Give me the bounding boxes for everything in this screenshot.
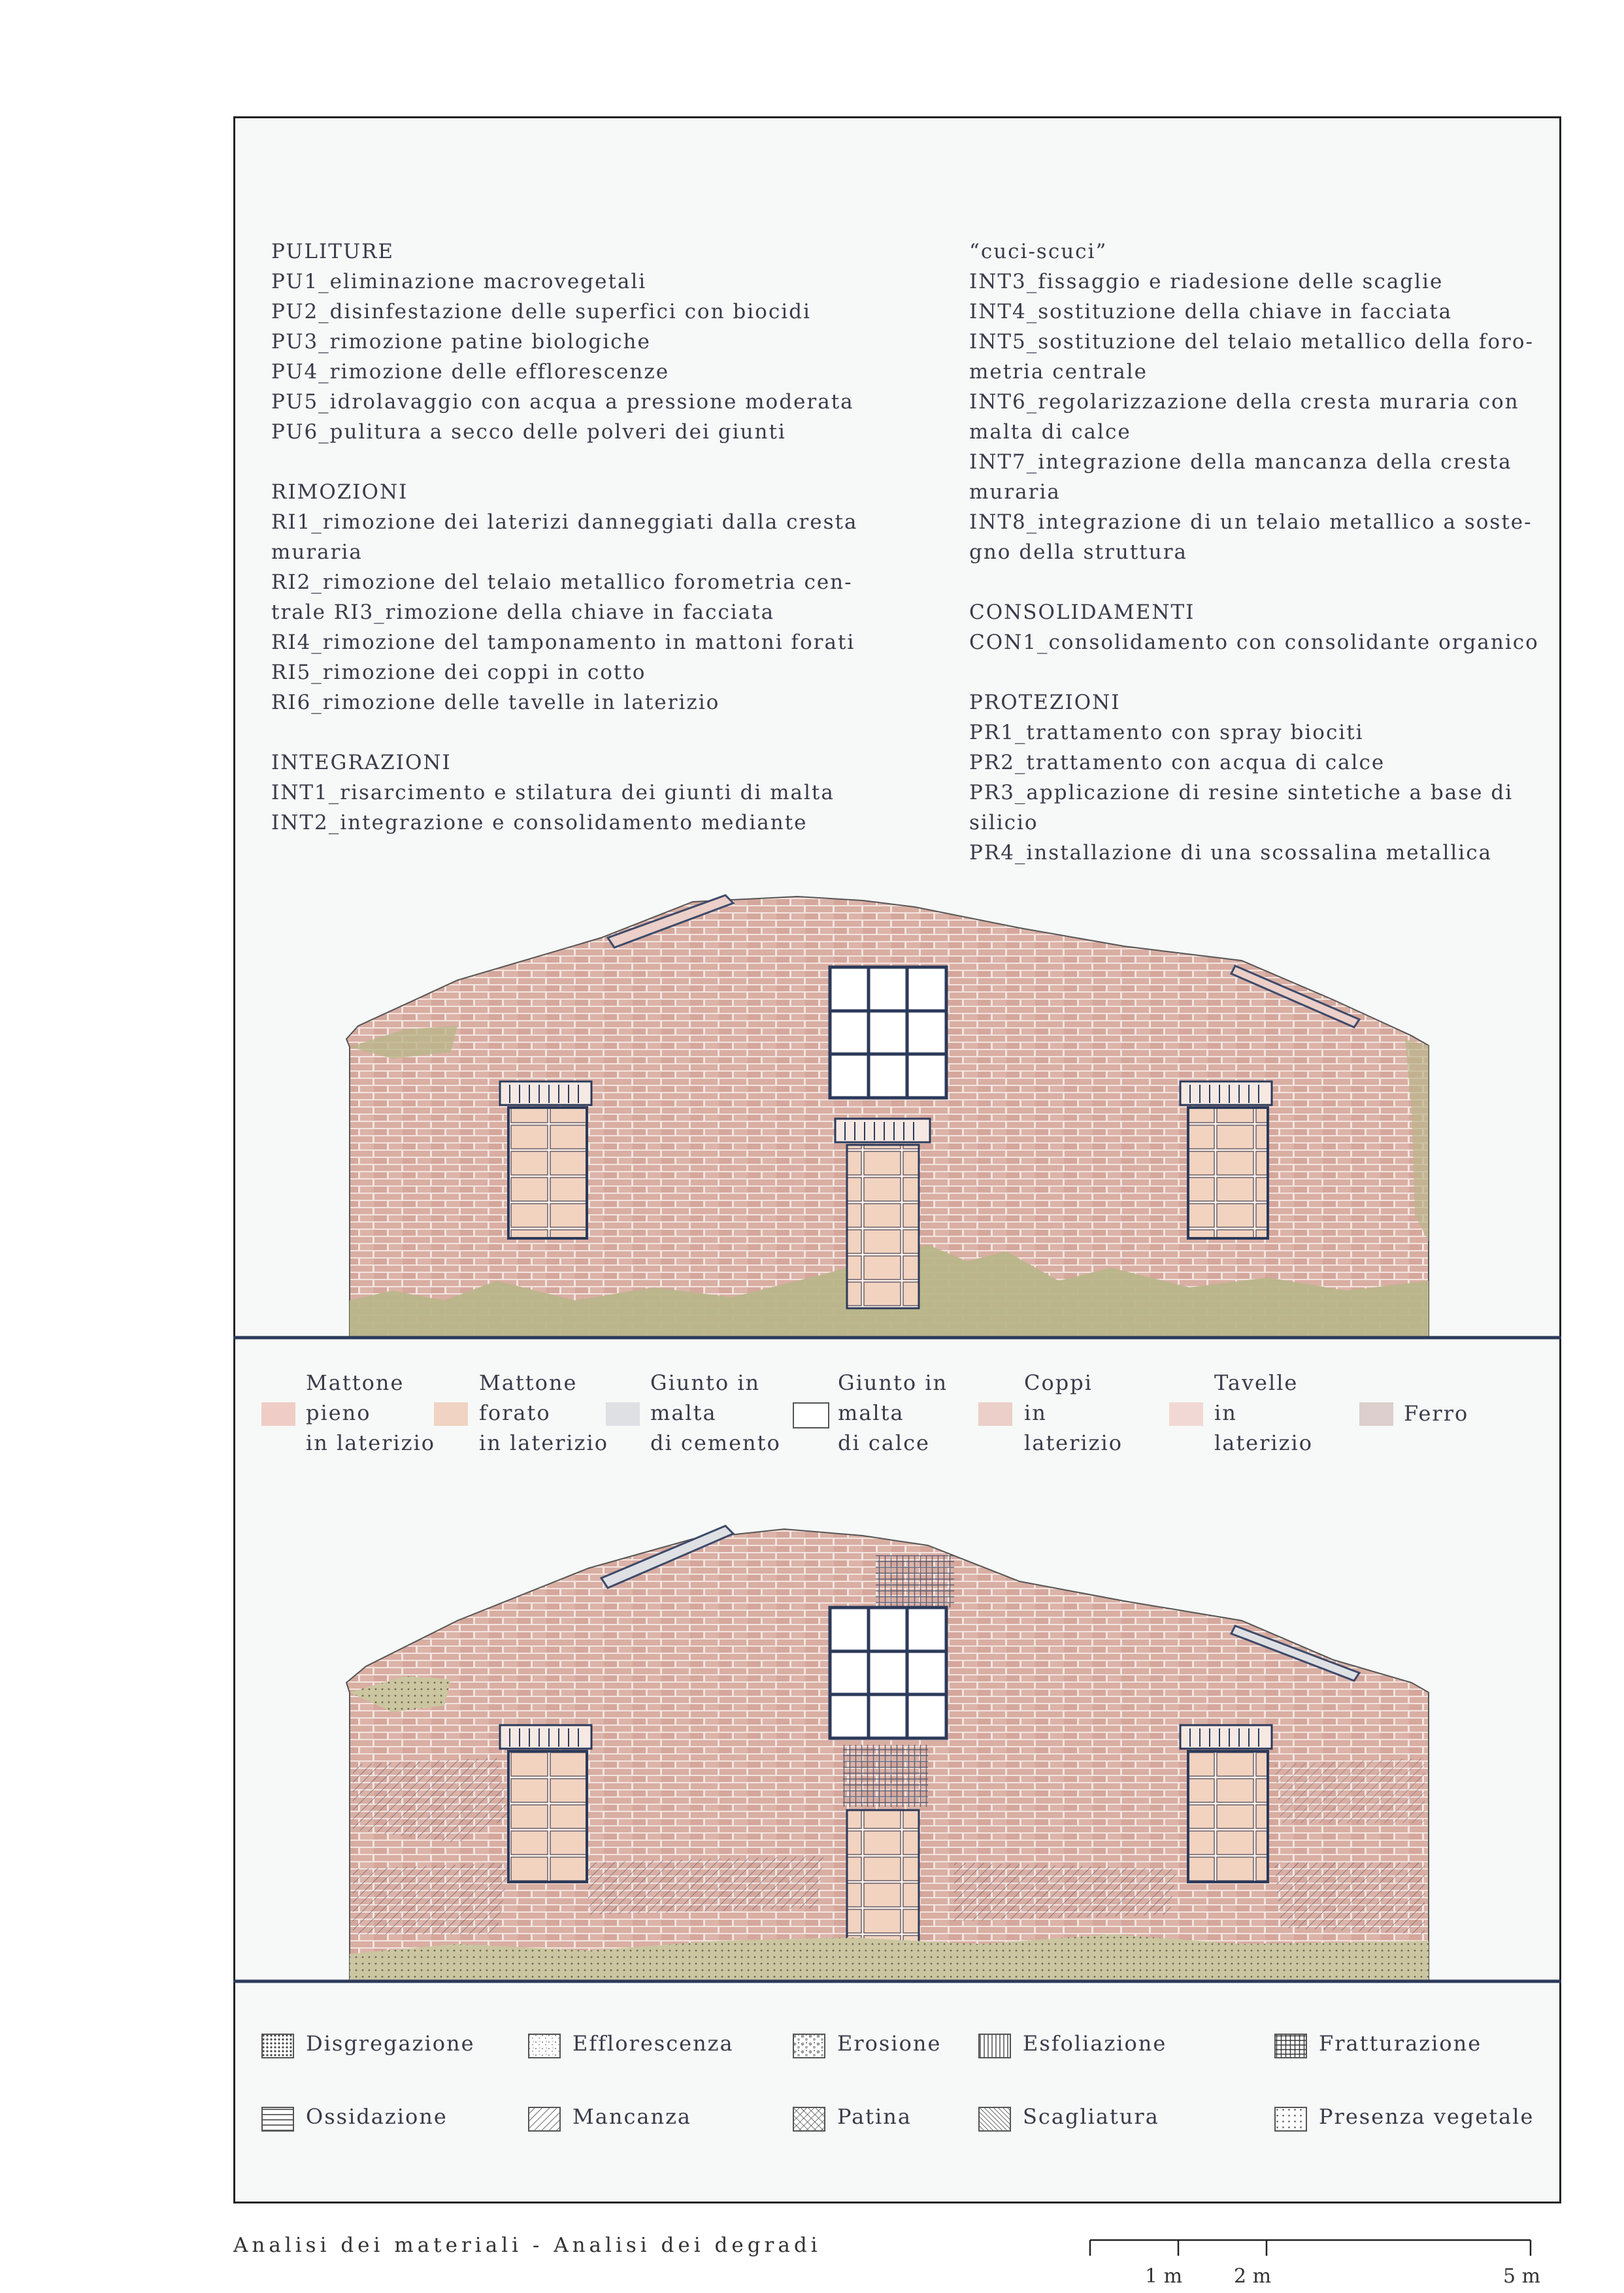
intervention-line: PU3_rimozione patine biologiche [271,330,651,354]
degradation-swatch [261,2107,294,2132]
material-swatch [793,1402,829,1428]
material-swatch [434,1402,468,1426]
section-heading: RIMOZIONI [271,480,408,504]
intervention-line: INT3_fissaggio e riadesione delle scaglie [969,270,1444,293]
degradation-swatch [978,2107,1011,2132]
material-label-line: malta [838,1400,904,1425]
intervention-line: PR3_applicazione di resine sintetiche a base di [969,781,1514,804]
intervention-line: PU6_pulitura a secco delle polveri dei giunti [271,420,786,444]
material-swatch [1169,1402,1203,1426]
material-swatch [606,1402,640,1426]
material-label [1404,1398,1468,1428]
material-swatch [261,1402,295,1426]
degradation-swatch [261,2034,294,2058]
material-label-line: in [1214,1400,1237,1425]
material-label-line: malta [650,1400,717,1425]
scale-label-5m: 5 m [1503,2265,1541,2288]
material-label-line: in laterizio [306,1430,436,1455]
material-label-line: Giunto in [650,1370,761,1395]
intervention-line: RI1_rimozione dei laterizi danneggiati dalla cresta [271,510,858,534]
intervention-line: PU4_rimozione delle efflorescenze [271,360,670,384]
material-swatch [1359,1402,1393,1426]
material-label [650,1368,781,1458]
degradation-label: Ossidazione [306,2104,448,2129]
intervention-line: INT5_sostituzione del telaio metallico della foro- [969,330,1534,354]
degradation-label: Esfoliazione [1023,2031,1167,2056]
material-label-line: Mattone [306,1370,405,1395]
intervention-line: RI4_rimozione del tamponamento in mattoni forati [271,631,855,654]
scale-label-1m: 1 m [1145,2265,1183,2288]
degradation-label: Presenza vegetale [1319,2104,1534,2129]
intervention-line: INT7_integrazione della mancanza della cresta [969,450,1512,474]
section-heading: PROTEZIONI [969,691,1121,714]
degradation-label: Patina [837,2104,912,2129]
intervention-line: RI2_rimozione del telaio metallico forometria cen- [271,570,853,594]
scale-label-2m: 2 m [1234,2265,1272,2288]
degradation-swatch [528,2034,561,2058]
material-label-line: di cemento [650,1430,781,1455]
material-label [306,1368,435,1458]
degradation-swatch [528,2107,561,2132]
intervention-line: silicio [969,811,1038,834]
intervention-line: PR2_trattamento con acqua di calce [969,751,1385,774]
intervention-line: “cuci-scuci” [969,240,1108,263]
intervention-line: malta di calce [969,420,1131,444]
intervention-line: INT8_integrazione di un telaio metallico a soste- [969,510,1533,534]
material-swatch [978,1402,1012,1426]
facade-degradation [233,1526,1561,1981]
material-label [1024,1368,1123,1458]
degradation-swatch [978,2034,1011,2058]
intervention-line: PU1_eliminazione macrovegetali [271,270,647,293]
intervention-line: PU5_idrolavaggio con acqua a pressione moderata [271,390,854,414]
material-label [1214,1368,1313,1458]
degradation-label: Scagliatura [1023,2104,1159,2129]
degradation-label: Disgregazione [306,2031,475,2056]
degradation-label: Mancanza [572,2104,691,2129]
intervention-line: INT6_regolarizzazione della cresta muraria con [969,390,1519,414]
intervention-line: muraria [271,540,363,564]
intervention-line: trale RI3_rimozione della chiave in facciata [271,601,775,624]
intervention-line: PR4_installazione di una scossalina metallica [969,841,1493,865]
section-heading: CONSOLIDAMENTI [969,601,1195,624]
intervention-line: PR1_trattamento con spray biociti [969,721,1364,744]
intervention-line: PU2_disinfestazione delle superfici con biocidi [271,300,811,323]
material-label [838,1368,948,1458]
intervention-line: RI5_rimozione dei coppi in cotto [271,661,646,684]
degradation-swatch [1274,2107,1307,2132]
section-heading: INTEGRAZIONI [271,751,452,774]
material-label-line: Ferro [1404,1401,1469,1426]
degradation-swatch [793,2107,825,2132]
intervention-line: CON1_consolidamento con consolidante organico [969,631,1539,654]
degradation-swatch [1274,2034,1307,2058]
material-label-line: Mattone [479,1370,578,1395]
section-heading: PULITURE [271,240,395,263]
degradation-label: Efflorescenza [572,2031,734,2056]
degradation-swatch [793,2034,825,2058]
material-label-line: di calce [838,1430,930,1455]
material-label-line: laterizio [1214,1430,1313,1455]
intervention-line: gno della struttura [969,540,1188,564]
material-label-line: Coppi [1024,1370,1093,1395]
intervention-line: INT1_risarcimento e stilatura dei giunti di malta [271,781,835,804]
material-label-line: in laterizio [479,1430,609,1455]
intervention-line: INT4_sostituzione della chiave in facciata [969,300,1453,323]
material-label-line: laterizio [1024,1430,1123,1455]
intervention-line: muraria [969,480,1061,504]
material-label-line: Tavelle [1214,1370,1299,1395]
material-label-line: forato [479,1400,551,1425]
material-label-line: Giunto in [838,1370,948,1395]
intervention-line: INT2_integrazione e consolidamento mediante [271,811,808,834]
degradation-label: Erosione [837,2031,942,2056]
material-label [479,1368,608,1458]
degradation-label: Fratturazione [1319,2031,1482,2056]
material-label-line: in [1024,1400,1047,1425]
facade-materials [233,895,1561,1338]
intervention-line: metria centrale [969,360,1148,384]
intervention-line: RI6_rimozione delle tavelle in laterizio [271,691,720,714]
footer-title: Analisi dei materiali - Analisi dei degradi [233,2234,821,2257]
material-label-line: pieno [306,1400,371,1425]
